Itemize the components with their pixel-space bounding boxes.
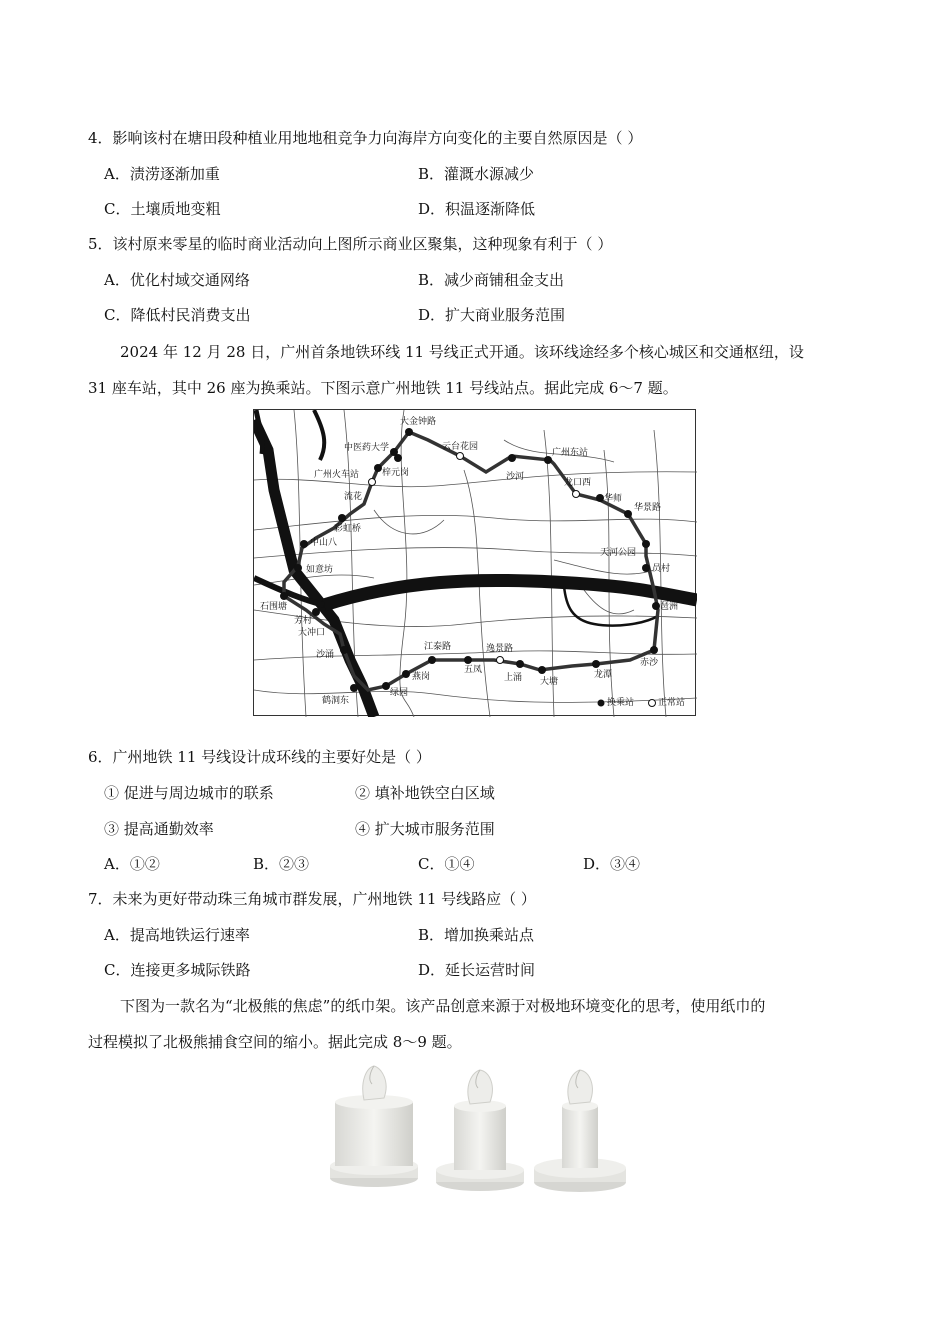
q6-statement-1: ① 促进与周边城市的联系 — [104, 784, 274, 802]
q6-option-b: B．②③ — [253, 855, 310, 873]
station-yuancun — [642, 564, 650, 572]
station-label: 彩虹桥 — [334, 524, 362, 534]
legend-transfer-symbol — [598, 700, 605, 707]
station-label: 大塘 — [540, 677, 559, 687]
q4-option-a: A．渍涝逐渐加重 — [104, 165, 220, 183]
station-huochezhan — [374, 464, 382, 472]
station-shahe — [508, 454, 516, 462]
station-longkouxi — [573, 491, 580, 498]
station-ziyuangang — [394, 454, 402, 462]
station-guangzhoudong — [544, 456, 552, 464]
tissue-holder-medium — [436, 1070, 524, 1191]
station-ruyifang — [294, 564, 302, 572]
intro-8-9-line2: 过程模拟了北极熊捕食空间的缩小。据此完成 8～9 题。 — [88, 1033, 462, 1051]
station-label: 天河公园 — [600, 548, 637, 558]
station-label: 广州火车站 — [314, 470, 360, 480]
station-label: 龙口西 — [564, 478, 592, 488]
station-dajinzhonglu — [405, 428, 413, 436]
station-label: 五凤 — [464, 665, 483, 675]
station-label: 大冲口 — [298, 628, 326, 638]
q6-option-c: C．①④ — [418, 855, 475, 873]
station-label: 大金钟路 — [400, 417, 437, 427]
q4-option-d: D．积温逐渐降低 — [418, 200, 536, 218]
station-fangcun — [312, 608, 320, 616]
station-label: 燕岗 — [412, 672, 431, 682]
tissue-holder-small — [534, 1070, 626, 1192]
station-chisha — [650, 646, 658, 654]
q5-option-c: C．降低村民消费支出 — [104, 306, 251, 324]
q7-stem: 7．未来为更好带动珠三角城市群发展，广州地铁 11 号线路应（ ） — [88, 890, 536, 908]
metro-line-11-map — [253, 409, 696, 716]
station-label: 石围塘 — [260, 602, 288, 612]
station-hedongdong — [350, 684, 358, 692]
station-label: 赤沙 — [640, 658, 659, 668]
station-caihongqiao — [338, 514, 346, 522]
station-shangchong — [516, 660, 524, 668]
station-liuhua — [369, 479, 376, 486]
intro-8-9-line1: 下图为一款名为“北极熊的焦虑”的纸巾架。该产品创意来源于对极地环境变化的思考，使用纸巾的 — [120, 997, 766, 1015]
q4-option-c: C．土壤质地变粗 — [104, 200, 221, 218]
station-huashi — [596, 494, 604, 502]
q5-option-d: D．扩大商业服务范围 — [418, 306, 566, 324]
station-label: 中医药大学 — [344, 443, 390, 453]
q5-stem: 5．该村原来零星的临时商业活动向上图所示商业区聚集，这种现象有利于（ ） — [88, 235, 613, 253]
station-lvyuan — [382, 682, 390, 690]
tissue-holder-large — [330, 1066, 418, 1187]
q5-option-a: A．优化村域交通网络 — [104, 271, 250, 289]
polar-bear-tissue-holder-photo — [330, 1062, 626, 1196]
station-label: 琶洲 — [660, 602, 679, 612]
station-label: 中山八 — [310, 538, 338, 548]
station-datang — [538, 666, 546, 674]
intro-6-7-line2: 31 座车站，其中 26 座为换乘站。下图示意广州地铁 11 号线站点。据此完成 6～7 题。 — [88, 379, 678, 397]
station-huajinglu — [624, 510, 632, 518]
q7-option-d: D．延长运营时间 — [418, 961, 536, 979]
station-label: 龙潭 — [594, 670, 613, 680]
station-label: 逸景路 — [486, 644, 514, 654]
station-label: 沙涌 — [316, 650, 335, 660]
station-label: 华师 — [604, 494, 623, 504]
station-label: 梓元岗 — [382, 468, 410, 478]
station-shiweitang — [280, 592, 288, 600]
station-yangang — [402, 670, 410, 678]
station-label: 上涌 — [504, 673, 523, 683]
legend-transfer: 换乘站 — [607, 698, 635, 708]
station-label: 鹤洞东 — [322, 696, 350, 706]
q5-option-b: B．减少商铺租金支出 — [418, 271, 565, 289]
station-tianhegongyuan — [642, 540, 650, 548]
q6-option-d: D．③④ — [583, 855, 641, 873]
station-label: 绿园 — [390, 688, 409, 698]
station-label: 流花 — [344, 492, 363, 502]
river-main — [324, 580, 697, 605]
q7-option-c: C．连接更多城际铁路 — [104, 961, 251, 979]
q6-option-a: A．①② — [104, 855, 160, 873]
q4-stem: 4．影响该村在塘田段种植业用地地租竞争力向海岸方向变化的主要自然原因是（ ） — [88, 129, 643, 147]
station-label: 江泰路 — [424, 642, 452, 652]
q6-statement-3: ③ 提高通勤效率 — [104, 820, 214, 838]
station-label: 芳村 — [294, 616, 313, 626]
station-longtan — [592, 660, 600, 668]
station-yuntai — [457, 453, 464, 460]
station-label: 广州东站 — [552, 448, 589, 458]
station-label: 员村 — [652, 564, 671, 574]
intro-6-7-line1: 2024 年 12 月 28 日，广州首条地铁环线 11 号线正式开通。该环线途经多个核心城区和交通枢纽，设 — [120, 343, 804, 361]
station-jiangtailu — [428, 656, 436, 664]
station-wufeng — [464, 656, 472, 664]
q6-statement-2: ② 填补地铁空白区域 — [355, 784, 495, 802]
q7-option-b: B．增加换乘站点 — [418, 926, 535, 944]
station-pazhou — [652, 602, 660, 610]
q6-stem: 6．广州地铁 11 号线设计成环线的主要好处是（ ） — [88, 748, 431, 766]
station-yijinglu — [497, 657, 504, 664]
q7-option-a: A．提高地铁运行速率 — [104, 926, 250, 944]
station-label: 云台花园 — [442, 442, 479, 452]
river-north-2 — [314, 410, 324, 460]
legend-normal-symbol — [649, 700, 656, 707]
station-zhongshanba — [300, 540, 308, 548]
station-label: 如意坊 — [306, 565, 334, 575]
q6-statement-4: ④ 扩大城市服务范围 — [355, 820, 495, 838]
station-label: 华景路 — [634, 503, 662, 513]
station-shachong — [340, 646, 348, 654]
q4-option-b: B．灌溉水源减少 — [418, 165, 535, 183]
station-label: 沙河 — [506, 472, 525, 482]
legend-normal: 正常站 — [658, 698, 686, 708]
